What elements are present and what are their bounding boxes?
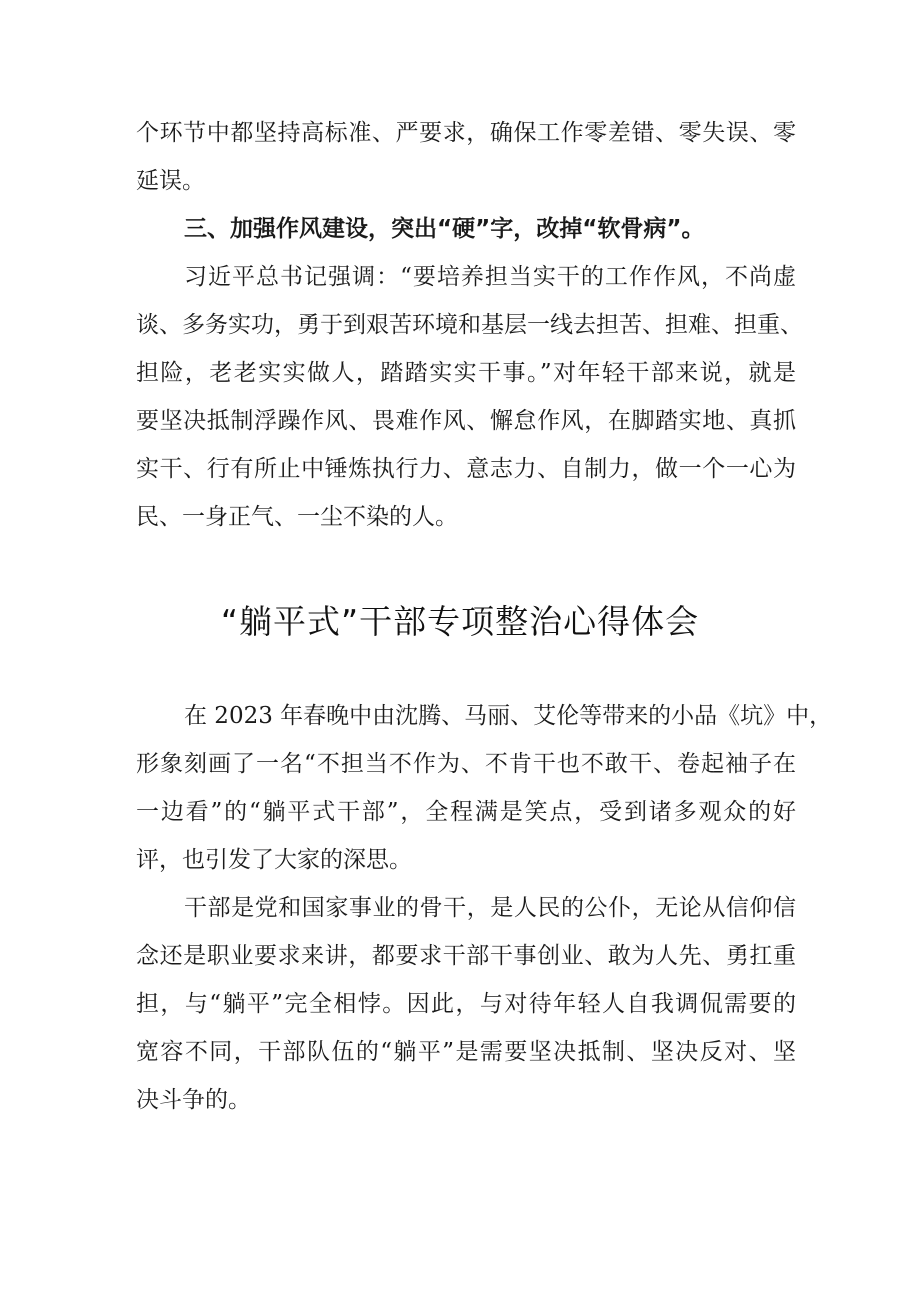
article-title: “躺平式”干部专项整治心得体会 <box>220 602 700 641</box>
paragraph-line: 决斗争的。 <box>136 1087 251 1113</box>
paragraph-line: 担险，老老实实做人，踏踏实实干事。”对年轻干部来说，就是 <box>136 360 796 386</box>
section-heading: 三、加强作风建设，突出“硬”字，改掉“软骨病”。 <box>184 216 705 242</box>
paragraph-line: 担，与“躺平”完全相悖。因此，与对待年轻人自我调侃需要的 <box>136 991 796 1017</box>
paragraph-line: 个环节中都坚持高标准、严要求，确保工作零差错、零失误、零 <box>136 120 796 146</box>
paragraph-line: 谈、多务实功，勇于到艰苦环境和基层一线去担苦、担难、担重、 <box>136 312 803 338</box>
paragraph-line: 在 2023 年春晚中由沈腾、马丽、艾伦等带来的小品《坑》中， <box>184 703 833 729</box>
paragraph-line: 民、一身正气、一尘不染的人。 <box>136 504 458 530</box>
paragraph-line: 习近平总书记强调：“要培养担当实干的工作作风，不尚虚 <box>184 264 796 290</box>
paragraph-line: 要坚决抵制浮躁作风、畏难作风、懈怠作风，在脚踏实地、真抓 <box>136 408 796 434</box>
paragraph-line: 一边看”的“躺平式干部”，全程满是笑点，受到诸多观众的好 <box>136 799 796 825</box>
paragraph-line: 实干、行有所止中锤炼执行力、意志力、自制力，做一个一心为 <box>136 456 796 482</box>
paragraph-line: 念还是职业要求来讲，都要求干部干事创业、敢为人先、勇扛重 <box>136 943 796 969</box>
paragraph-line: 干部是党和国家事业的骨干，是人民的公仆，无论从信仰信 <box>184 895 796 921</box>
paragraph-line: 形象刻画了一名“不担当不作为、不肯干也不敢干、卷起袖子在 <box>136 751 796 777</box>
paragraph-line: 宽容不同，干部队伍的“躺平”是需要坚决抵制、坚决反对、坚 <box>136 1039 796 1065</box>
paragraph-line: 评，也引发了大家的深思。 <box>136 847 412 873</box>
paragraph-line: 延误。 <box>136 168 205 194</box>
